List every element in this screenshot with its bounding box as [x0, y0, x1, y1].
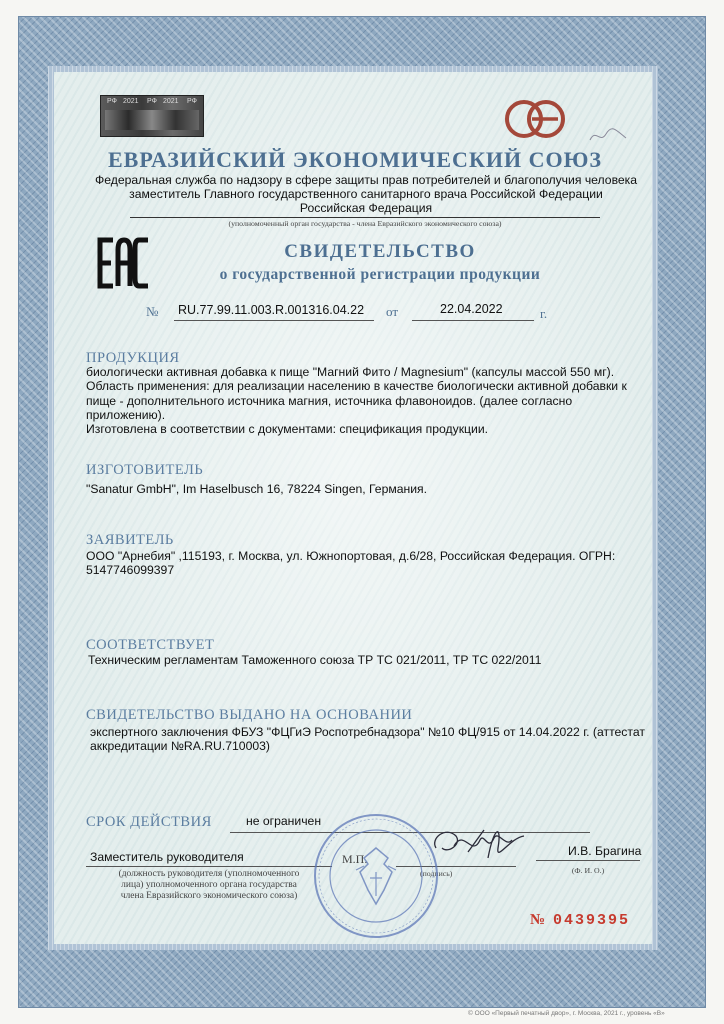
handwritten-signature-icon [428, 818, 538, 874]
authorized-body-caption: (уполномоченный орган государства - члена Евразийского экономического союза) [228, 219, 502, 228]
union-title: ЕВРАЗИЙСКИЙ ЭКОНОМИЧЕСКИЙ СОЮЗ [107, 147, 603, 172]
divider [130, 217, 600, 218]
eac-mark-icon [96, 236, 152, 290]
caption-line: члена Евразийского экономического союза) [120, 891, 298, 901]
agency-line: Российская Федерация [299, 201, 433, 215]
date-underline [412, 320, 534, 321]
certificate-title: СВИДЕТЕЛЬСТВО [284, 241, 476, 262]
initials-caption: (Ф. И. О.) [571, 866, 605, 875]
product-description [86, 365, 646, 436]
number-label: № [146, 304, 159, 319]
issuing-agency [86, 173, 646, 215]
caption-line: (должность руководителя (уполномоченного [118, 869, 300, 879]
year-suffix: г. [540, 306, 548, 321]
basis-line: аккредитации №RA.RU.710003) [90, 739, 270, 754]
date-label: от [386, 304, 399, 319]
issue-date: 22.04.2022 [440, 302, 503, 316]
hologram-foil [105, 110, 199, 130]
product-heading: ПРОДУКЦИЯ [86, 350, 180, 366]
product-line: биологически активная добавка к пище "Магний Фито / Magnesium" (капсулы массой 550 мг). [86, 365, 615, 379]
hologram-text: РФ [147, 98, 157, 105]
hologram-text: РФ [187, 98, 197, 105]
applicant-text [86, 549, 646, 578]
manufacturer-heading: ИЗГОТОВИТЕЛЬ [86, 462, 204, 478]
hologram-sticker [100, 95, 204, 137]
agency-line: заместитель Главного государственного санитарного врача Российской Федерации [129, 187, 603, 201]
basis-heading: СВИДЕТЕЛЬСТВО ВЫДАНО НА ОСНОВАНИИ [86, 707, 413, 723]
conformity-heading: СООТВЕТСТВУЕТ [86, 637, 215, 653]
product-line: Изготовлена в соответствии с документами: спецификация продукции. [86, 422, 489, 437]
name-underline [536, 860, 640, 861]
signatory-position: Заместитель руководителя [90, 850, 244, 864]
validity-value: не ограничен [246, 814, 322, 828]
stamp-placeholder: М.П. [342, 852, 368, 866]
validity-heading: СРОК ДЕЙСТВИЯ [86, 814, 212, 830]
applicant-line: 5147746099397 [86, 563, 175, 578]
hologram-text: 2021 [163, 98, 179, 105]
position-underline [86, 866, 332, 867]
serial-label: № [530, 912, 546, 928]
official-stamp-icon [312, 812, 440, 940]
caption-line: лица) уполномоченного органа государства [121, 880, 297, 890]
number-underline [174, 320, 374, 321]
signature-caption: (подпись) [420, 869, 453, 878]
hologram-text: РФ [107, 98, 117, 105]
manufacturer-text: "Sanatur GmbH", Im Haselbusch 16, 78224 Singen, Германия. [86, 482, 428, 496]
hologram-text: 2021 [123, 98, 139, 105]
product-line: Область применения: для реализации населению в качестве биологически активной добавки к [86, 379, 627, 394]
printer-imprint: © ООО «Первый печатный двор», г. Москва, 2021 г., уровень «В» [468, 1010, 665, 1017]
certificate-subtitle: о государственной регистрации продукции [219, 266, 541, 283]
registration-number: RU.77.99.11.003.R.001316.04.22 [178, 303, 365, 317]
product-line: пище - дополнительного источника магния, источника флавоноидов. (далее согласно приложению). [86, 393, 573, 422]
small-signature-icon [588, 124, 628, 146]
position-caption [86, 869, 332, 902]
basis-line: экспертного заключения ФБУЗ "ФЦГиЭ Роспотребнадзора" №10 ФЦ/915 от 14.04.2022 г. (аттестат [90, 725, 645, 739]
signatory-name: И.В. Брагина [568, 844, 642, 858]
basis-text [90, 725, 650, 754]
agency-line: Федеральная служба по надзору в сфере защиты прав потребителей и благополучия человека [94, 173, 638, 187]
conformity-mark-icon [502, 97, 568, 141]
applicant-heading: ЗАЯВИТЕЛЬ [86, 532, 174, 548]
applicant-line: ООО "Арнебия" ,115193, г. Москва, ул. Южнопортовая, д.6/28, Российская Федерация. ОГРН: [86, 549, 616, 563]
conformity-text: Техническим регламентам Таможенного союза ТР ТС 021/2011, ТР ТС 022/2011 [88, 653, 542, 667]
serial-number: 0439395 [553, 912, 631, 929]
